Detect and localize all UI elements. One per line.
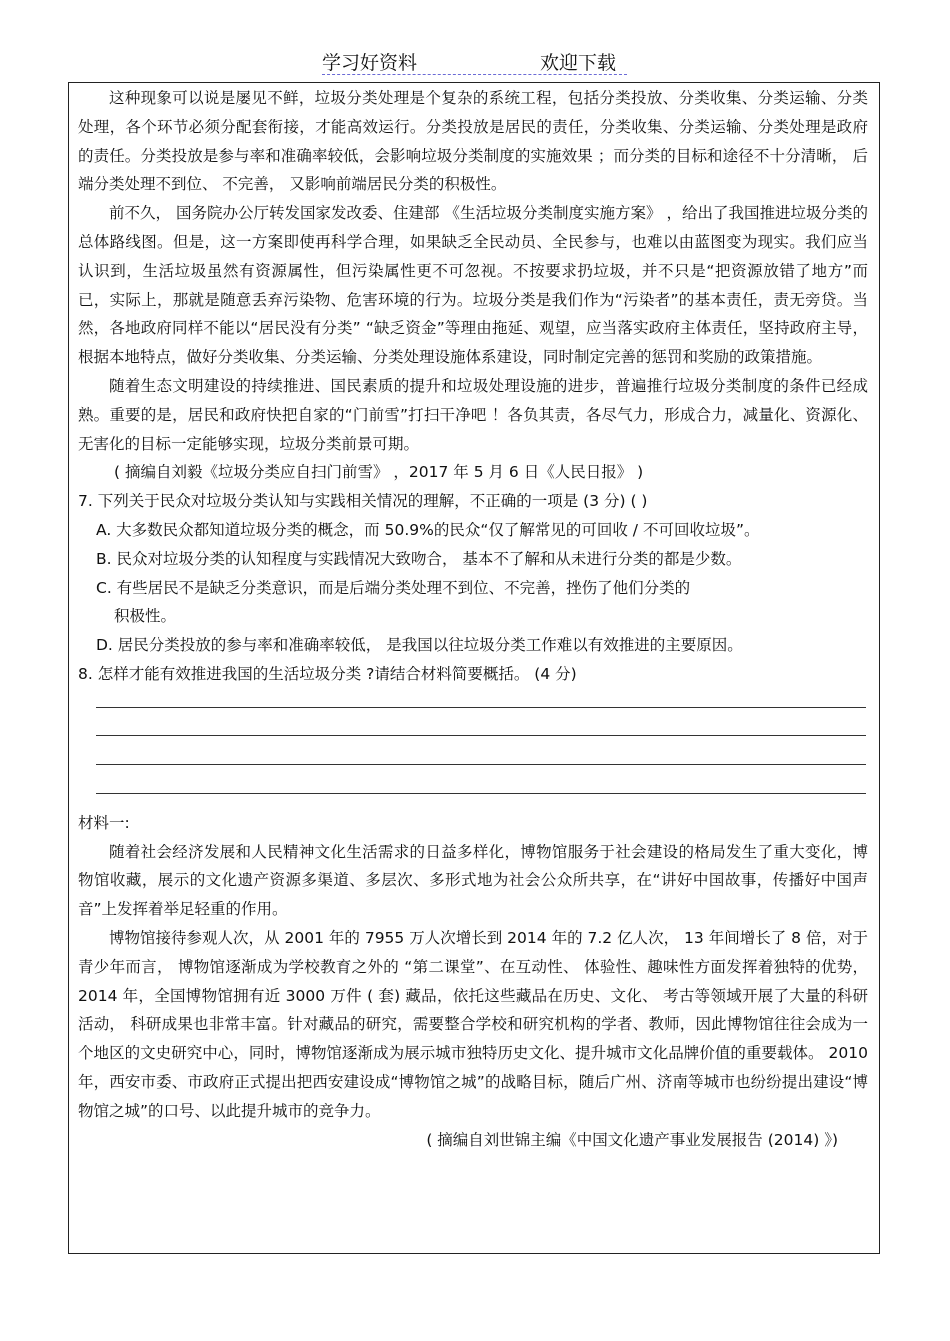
material1-paragraph: 随着社会经济发展和人民精神文化生活需求的日益多样化，博物馆服务于社会建设的格局发生了重大变化，博物馆收藏，展示的文化遗产资源多渠道、多层次、多形式地为社会公众所共享，在“讲好中国故事，传播好中国声音”上发挥着举足轻重的作用。 (78, 842, 868, 919)
header-left-text: 学习好资料 (322, 52, 418, 74)
passage1-paragraph: 这种现象可以说是屡见不鲜，垃圾分类处理是个复杂的系统工程，包括分类投放、分类收集、分类运输、分类处理，各个环节必须分配套衔接，才能高效运行。分类投放是居民的责任，分类收集、分类运输、分类处理是政府的责任。分类投放是参与率和准确率较低，会影响垃圾分类制度的实施效果 ；而分类的目标和途径不十分清晰， 后端分类处理不到位、 不完善， 又影响前端居民分类的积极性。 (78, 89, 868, 194)
passage1-paragraph: 随着生态文明建设的持续推进、国民素质的提升和垃圾处理设施的进步，普遍推行垃圾分类制度的条件已经成熟。重要的是，居民和政府快把自家的“门前雪”打扫干净吧 ！各负其责，各尽气力，形成合力，减量化、资源化、无害化的目标一定能够实现，垃圾分类前景可期。 (78, 376, 868, 453)
answer-line[interactable] (96, 707, 866, 708)
header-right-text: 欢迎下载 (540, 52, 617, 74)
answer-line[interactable] (96, 764, 866, 765)
question-7-option-c-cont: 积极性。 (114, 607, 177, 626)
question-7-option-d: D. 居民分类投放的参与率和准确率较低， 是我国以往垃圾分类工作难以有效推进的主要原因。 (96, 636, 743, 655)
passage1-paragraph: 前不久， 国务院办公厅转发国家发改委、住建部 《生活垃圾分类制度实施方案》 ，给出了我国推进垃圾分类的总体路线图。但是，这一方案即使再科学合理，如果缺乏全民动员、全民参与，也难以由蓝图变为现实。我们应当认识到，生活垃圾虽然有资源属性，但污染属性更不可忽视。不按要求扔垃圾，并不只是“把资源放错了地方”而已，实际上，那就是随意丢弃污染物、危害环境的行为。垃圾分类是我们作为“污染者”的基本责任，责无旁贷。当然，各地政府同样不能以“居民没有分类” “缺乏资金”等理由拖延、观望，应当落实政府主体责任，坚持政府主导，根据本地特点，做好分类收集、分类运输、分类处理设施体系建设，同时制定完善的惩罚和奖励的政策措施。 (78, 204, 868, 367)
material1-paragraph: 博物馆接待参观人次，从 2001 年的 7955 万人次增长到 2014 年的 7.2 亿人次， 13 年间增长了 8 倍，对于青少年而言， 博物馆逐渐成为学校教育之外的 “第二课堂”、在互动性、 体验性、趣味性方面发挥着独特的优势， 2014 年，全国博物馆拥有近 3000 万件 ( 套) 藏品，依托这些藏品在历史、文化、 考古等领域开展了大量的科研活动， 科研成果也非常丰富。针对藏品的研究，需要整合学校和研究机构的学者、教师，因此博物馆往往会成为一个地区的文史研究中心，同时，博物馆逐渐成为展示城市独特历史文化、提升城市文化品牌价值的重要载体。 2010 年，西安市委、市政府正式提出把西安建设成“博物馆之城”的战略目标，随后广州、济南等城市也纷纷提出建设“博物馆之城”的口号、以此提升城市的竞争力。 (78, 928, 868, 1120)
question-8-stem: 8. 怎样才能有效推进我国的生活垃圾分类 ?请结合材料简要概括。 (4 分) (78, 664, 577, 683)
question-7-option-b: B. 民众对垃圾分类的认知程度与实践情况大致吻合， 基本不了解和从未进行分类的都是少数。 (96, 549, 742, 568)
question-7-option-a: A. 大多数民众都知道垃圾分类的概念，而 50.9%的民众“仅了解常见的可回收 / 不可回收垃圾”。 (96, 520, 760, 539)
question-7-option-c: C. 有些居民不是缺乏分类意识，而是后端分类处理不到位、不完善，挫伤了他们分类的 (96, 578, 691, 597)
answer-line[interactable] (96, 793, 866, 794)
document-body (78, 84, 868, 1154)
material1-label: 材料一: (78, 813, 130, 832)
passage1-source: ( 摘编自刘毅《垃圾分类应自扫门前雪》 ，2017 年 5 月 6 日《人民日报》 ) (114, 463, 644, 482)
question-7-stem: 7. 下列关于民众对垃圾分类认知与实践相关情况的理解，不正确的一项是 (3 分) ( ) (78, 492, 648, 511)
answer-lines[interactable] (78, 689, 868, 809)
answer-line[interactable] (96, 735, 866, 736)
material1-source: ( 摘编自刘世锦主编《中国文化遗产事业发展报告 (2014) 》) (426, 1130, 838, 1149)
page-header (0, 48, 950, 76)
header-underline (322, 74, 627, 75)
